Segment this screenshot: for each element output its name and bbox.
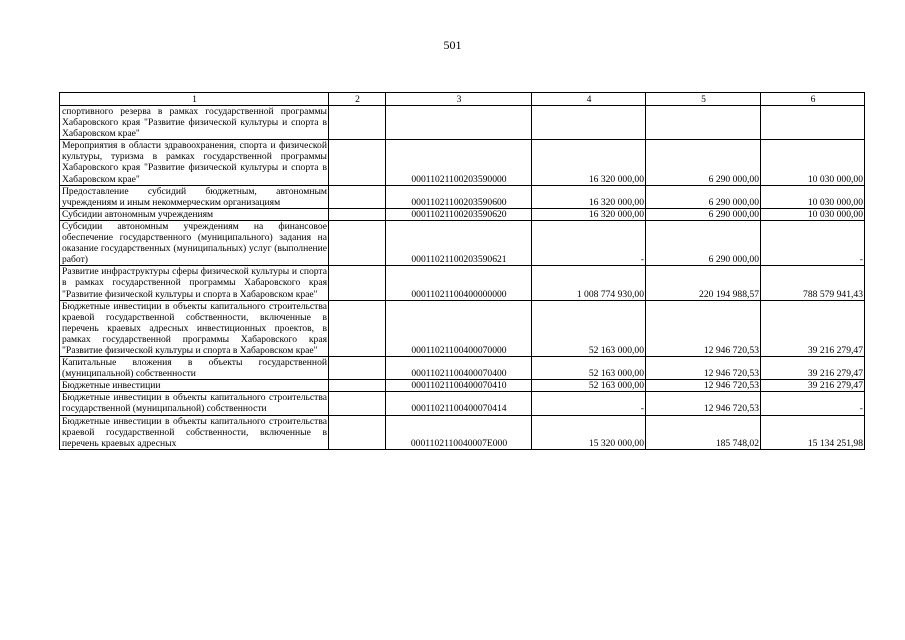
row-amount-6: 10 030 000,00 bbox=[761, 140, 865, 185]
row-code: 0001102110040007E000 bbox=[386, 415, 532, 449]
table-row bbox=[60, 300, 865, 356]
row-amount-4: 1 008 774 930,00 bbox=[532, 266, 646, 300]
table-row bbox=[60, 208, 865, 220]
row-amount-6 bbox=[761, 106, 865, 140]
row-description: Бюджетные инвестиции в объекты капитального строительства государственной (муниципальной) собственности bbox=[60, 392, 329, 415]
row-description: Капитальные вложения в объекты государственной (муниципальной) собственности bbox=[60, 357, 329, 380]
row-amount-6: 39 216 279,47 bbox=[761, 380, 865, 392]
row-amount-6: - bbox=[761, 220, 865, 265]
column-header-1: 1 bbox=[60, 93, 329, 106]
column-header-2: 2 bbox=[329, 93, 386, 106]
row-amount-4: 52 163 000,00 bbox=[532, 300, 646, 356]
row-column-2 bbox=[329, 208, 386, 220]
table-header-row bbox=[60, 93, 865, 106]
table-row bbox=[60, 220, 865, 265]
table-row bbox=[60, 266, 865, 300]
row-column-2 bbox=[329, 106, 386, 140]
row-code: 00011021100400070000 bbox=[386, 300, 532, 356]
table-row bbox=[60, 185, 865, 208]
row-amount-4: 16 320 000,00 bbox=[532, 140, 646, 185]
row-code: 00011021100400070400 bbox=[386, 357, 532, 380]
table-row bbox=[60, 392, 865, 415]
row-column-2 bbox=[329, 380, 386, 392]
row-column-2 bbox=[329, 415, 386, 449]
row-amount-6: 788 579 941,43 bbox=[761, 266, 865, 300]
row-amount-4: - bbox=[532, 392, 646, 415]
row-amount-5: 12 946 720,53 bbox=[646, 392, 761, 415]
row-amount-4: 52 163 000,00 bbox=[532, 380, 646, 392]
row-amount-5: 12 946 720,53 bbox=[646, 357, 761, 380]
row-code: 00011021100400070414 bbox=[386, 392, 532, 415]
row-amount-6: 39 216 279,47 bbox=[761, 357, 865, 380]
row-description: Субсидии автономным учреждениям bbox=[60, 208, 329, 220]
row-column-2 bbox=[329, 266, 386, 300]
row-amount-5: 185 748,02 bbox=[646, 415, 761, 449]
column-header-5: 5 bbox=[646, 93, 761, 106]
row-amount-5: 12 946 720,53 bbox=[646, 380, 761, 392]
page-number: 501 bbox=[443, 38, 462, 52]
row-amount-5: 6 290 000,00 bbox=[646, 185, 761, 208]
column-header-4: 4 bbox=[532, 93, 646, 106]
row-code: 00011021100203590600 bbox=[386, 185, 532, 208]
row-description: Бюджетные инвестиции в объекты капитального строительства краевой государственной собственности, включенные в перечень краевых адресных bbox=[60, 415, 329, 449]
row-amount-5: 6 290 000,00 bbox=[646, 208, 761, 220]
row-column-2 bbox=[329, 300, 386, 356]
table-row bbox=[60, 106, 865, 140]
row-amount-4: 15 320 000,00 bbox=[532, 415, 646, 449]
row-code: 00011021100400000000 bbox=[386, 266, 532, 300]
row-code: 00011021100203590000 bbox=[386, 140, 532, 185]
row-column-2 bbox=[329, 140, 386, 185]
column-header-3: 3 bbox=[386, 93, 532, 106]
row-description: спортивного резерва в рамках государственной программы Хабаровского края "Развитие физической культуры и спорта в Хабаровском крае" bbox=[60, 106, 329, 140]
row-code bbox=[386, 106, 532, 140]
row-amount-5: 12 946 720,53 bbox=[646, 300, 761, 356]
row-amount-4: 52 163 000,00 bbox=[532, 357, 646, 380]
row-amount-4 bbox=[532, 106, 646, 140]
table-row bbox=[60, 380, 865, 392]
row-description: Предоставление субсидий бюджетным, автономным учреждениям и иным некоммерческим организациям bbox=[60, 185, 329, 208]
table-row bbox=[60, 357, 865, 380]
row-amount-4: - bbox=[532, 220, 646, 265]
row-code: 00011021100400070410 bbox=[386, 380, 532, 392]
column-header-6: 6 bbox=[761, 93, 865, 106]
row-amount-6: - bbox=[761, 392, 865, 415]
row-amount-6: 39 216 279,47 bbox=[761, 300, 865, 356]
budget-table bbox=[59, 92, 865, 450]
row-description: Субсидии автономным учреждениям на финансовое обеспечение государственного (муниципального) задания на оказание государственных (муниципальных) услуг (выполнение работ) bbox=[60, 220, 329, 265]
row-description: Развитие инфраструктуры сферы физической культуры и спорта в рамках государственной программы Хабаровского края "Развитие физической культуры и спорта в Хабаровском крае" bbox=[60, 266, 329, 300]
row-description: Бюджетные инвестиции в объекты капитального строительства краевой государственной собственности, включенные в перечень краевых адресных инвестиционных проектов, в рамках государственной программы Хабаровского края "Развитие физической культуры и спорта в Хабаровском крае" bbox=[60, 300, 329, 356]
table-row bbox=[60, 415, 865, 449]
row-code: 00011021100203590621 bbox=[386, 220, 532, 265]
row-amount-5 bbox=[646, 106, 761, 140]
row-amount-5: 220 194 988,57 bbox=[646, 266, 761, 300]
row-column-2 bbox=[329, 357, 386, 380]
row-amount-6: 15 134 251,98 bbox=[761, 415, 865, 449]
row-column-2 bbox=[329, 185, 386, 208]
row-amount-5: 6 290 000,00 bbox=[646, 220, 761, 265]
row-column-2 bbox=[329, 220, 386, 265]
table-row bbox=[60, 140, 865, 185]
row-code: 00011021100203590620 bbox=[386, 208, 532, 220]
row-column-2 bbox=[329, 392, 386, 415]
row-amount-5: 6 290 000,00 bbox=[646, 140, 761, 185]
row-amount-6: 10 030 000,00 bbox=[761, 208, 865, 220]
row-amount-6: 10 030 000,00 bbox=[761, 185, 865, 208]
row-description: Мероприятия в области здравоохранения, спорта и физической культуры, туризма в рамках государственной программы Хабаровского края "Развитие физической культуры и спорта в Хабаровском крае" bbox=[60, 140, 329, 185]
row-description: Бюджетные инвестиции bbox=[60, 380, 329, 392]
row-amount-4: 16 320 000,00 bbox=[532, 185, 646, 208]
row-amount-4: 16 320 000,00 bbox=[532, 208, 646, 220]
